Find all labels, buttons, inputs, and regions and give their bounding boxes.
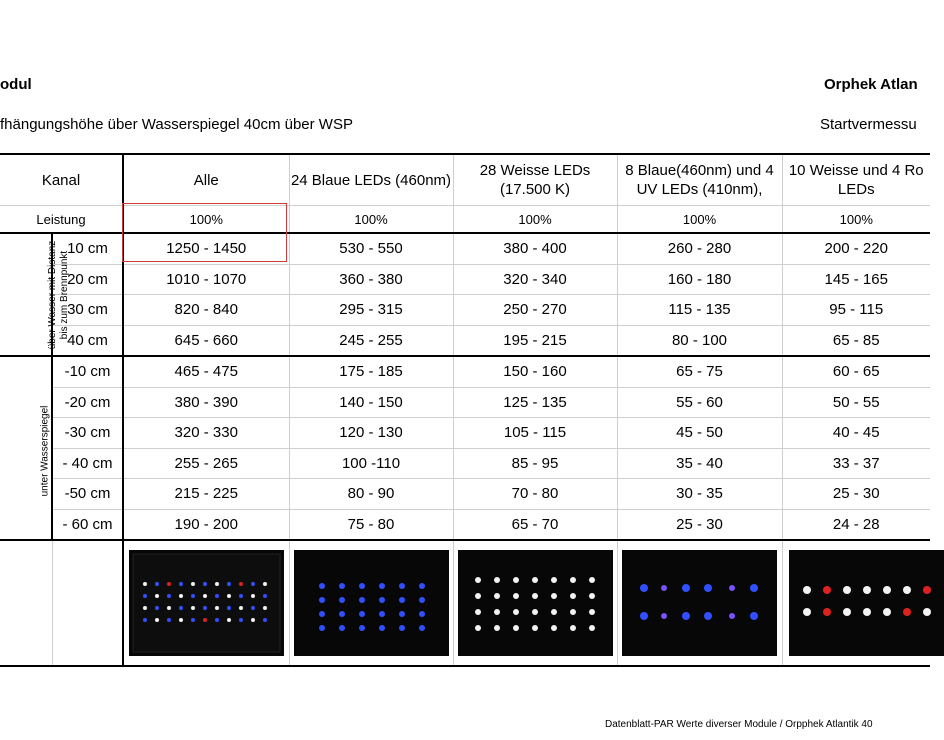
led xyxy=(191,582,195,586)
led xyxy=(419,597,425,603)
par-cell: 50 - 55 xyxy=(782,387,930,418)
led-grid xyxy=(640,584,758,620)
par-cell: 85 - 95 xyxy=(453,448,617,479)
kanal-label: Kanal xyxy=(0,154,123,206)
led xyxy=(640,584,648,592)
led-panel xyxy=(133,554,280,652)
led xyxy=(263,582,267,586)
mounting-height-note: fhängungshöhe über Wasserspiegel 40cm über WSP xyxy=(0,116,353,133)
par-cell: 645 - 660 xyxy=(123,325,289,356)
par-cell: 35 - 40 xyxy=(617,448,782,479)
led xyxy=(419,583,425,589)
par-cell: 200 - 220 xyxy=(782,233,930,264)
led-array-blue xyxy=(294,550,449,656)
par-cell: 195 - 215 xyxy=(453,325,617,356)
led xyxy=(179,582,183,586)
led xyxy=(203,594,207,598)
led xyxy=(661,613,667,619)
led xyxy=(379,611,385,617)
led xyxy=(215,606,219,610)
par-cell: 70 - 80 xyxy=(453,479,617,510)
par-cell: 260 - 280 xyxy=(617,233,782,264)
led xyxy=(379,625,385,631)
led xyxy=(532,593,538,599)
led xyxy=(704,612,712,620)
led xyxy=(359,583,365,589)
led xyxy=(475,593,481,599)
led xyxy=(239,594,243,598)
led xyxy=(167,606,171,610)
distance-cell: -10 cm xyxy=(52,356,123,387)
par-cell: 255 - 265 xyxy=(123,448,289,479)
led xyxy=(494,593,500,599)
led xyxy=(227,606,231,610)
par-cell: 150 - 160 xyxy=(453,356,617,387)
photo-cell xyxy=(617,540,782,666)
led xyxy=(179,618,183,622)
distance-cell: - 60 cm xyxy=(52,509,123,540)
led xyxy=(339,583,345,589)
led xyxy=(570,593,576,599)
led xyxy=(359,611,365,617)
led xyxy=(589,577,595,583)
led xyxy=(191,606,195,610)
led xyxy=(704,584,712,592)
par-cell: 65 - 85 xyxy=(782,325,930,356)
par-cell: 175 - 185 xyxy=(289,356,453,387)
led xyxy=(339,611,345,617)
led xyxy=(167,618,171,622)
led xyxy=(750,584,758,592)
led xyxy=(379,583,385,589)
channel-header-row xyxy=(0,154,930,206)
led xyxy=(589,593,595,599)
led xyxy=(319,597,325,603)
led xyxy=(494,625,500,631)
power-value: 100% xyxy=(453,206,617,234)
distance-cell: -30 cm xyxy=(52,418,123,449)
led xyxy=(379,597,385,603)
led xyxy=(570,609,576,615)
distance-cell: 40 cm xyxy=(52,325,123,356)
led xyxy=(419,611,425,617)
led xyxy=(843,608,851,616)
led xyxy=(883,586,891,594)
par-cell: 105 - 115 xyxy=(453,418,617,449)
led-photo-white-red xyxy=(789,550,944,656)
highlight-box xyxy=(122,203,287,262)
par-cell: 75 - 80 xyxy=(289,509,453,540)
led xyxy=(227,618,231,622)
distance-cell: 30 cm xyxy=(52,295,123,326)
par-cell: 65 - 70 xyxy=(453,509,617,540)
led xyxy=(191,594,195,598)
led xyxy=(203,618,207,622)
par-cell: 320 - 340 xyxy=(453,264,617,295)
par-cell: 245 - 255 xyxy=(289,325,453,356)
photo-cell xyxy=(782,540,930,666)
column-header: 24 Blaue LEDs (460nm) xyxy=(289,154,453,206)
led xyxy=(551,593,557,599)
table-row xyxy=(0,509,930,540)
led xyxy=(513,593,519,599)
led-photo-all xyxy=(129,550,284,656)
led-grid xyxy=(803,586,931,616)
par-cell: 80 - 100 xyxy=(617,325,782,356)
led xyxy=(227,582,231,586)
par-cell: 1250 - 1450 xyxy=(123,233,289,264)
par-cell: 250 - 270 xyxy=(453,295,617,326)
led xyxy=(263,618,267,622)
led xyxy=(339,625,345,631)
led xyxy=(179,606,183,610)
empty-cell xyxy=(52,540,123,666)
led xyxy=(903,608,911,616)
led xyxy=(399,625,405,631)
led xyxy=(155,606,159,610)
par-cell: 33 - 37 xyxy=(782,448,930,479)
led xyxy=(203,606,207,610)
led xyxy=(399,611,405,617)
led xyxy=(215,594,219,598)
distance-cell: 10 cm xyxy=(52,233,123,264)
led xyxy=(843,586,851,594)
led xyxy=(823,586,831,594)
par-cell: 60 - 65 xyxy=(782,356,930,387)
led xyxy=(359,597,365,603)
led xyxy=(551,577,557,583)
led xyxy=(339,597,345,603)
led xyxy=(167,582,171,586)
par-cell: 215 - 225 xyxy=(123,479,289,510)
led xyxy=(803,586,811,594)
par-cell: 380 - 390 xyxy=(123,387,289,418)
led-array-white-red xyxy=(789,550,944,656)
led xyxy=(532,577,538,583)
column-header: 10 Weisse und 4 Ro LEDs xyxy=(782,154,930,206)
measurement-note: Startvermessu xyxy=(820,116,917,133)
par-cell: 125 - 135 xyxy=(453,387,617,418)
led xyxy=(640,612,648,620)
par-cell: 190 - 200 xyxy=(123,509,289,540)
table-row xyxy=(0,295,930,326)
led xyxy=(729,613,735,619)
led xyxy=(883,608,891,616)
par-cell: 100 -110 xyxy=(289,448,453,479)
led xyxy=(251,618,255,622)
par-cell: 65 - 75 xyxy=(617,356,782,387)
par-cell: 24 - 28 xyxy=(782,509,930,540)
led xyxy=(863,586,871,594)
table-row xyxy=(0,448,930,479)
led xyxy=(589,609,595,615)
led xyxy=(319,625,325,631)
par-cell: 320 - 330 xyxy=(123,418,289,449)
led xyxy=(570,625,576,631)
group-above-label: über Wasser mit Distanz bis zum Brennpunkt xyxy=(47,240,70,349)
table-row xyxy=(0,479,930,510)
par-cell: 95 - 115 xyxy=(782,295,930,326)
led xyxy=(513,577,519,583)
led xyxy=(494,609,500,615)
par-cell: 30 - 35 xyxy=(617,479,782,510)
photo-cell xyxy=(123,540,289,666)
led-grid xyxy=(319,583,425,631)
led xyxy=(239,582,243,586)
led xyxy=(923,608,931,616)
led xyxy=(682,612,690,620)
par-cell: 465 - 475 xyxy=(123,356,289,387)
led xyxy=(513,609,519,615)
led-photo-blue-uv xyxy=(622,550,777,656)
par-cell: 55 - 60 xyxy=(617,387,782,418)
led xyxy=(167,594,171,598)
led-array-blue-uv xyxy=(622,550,777,656)
par-cell: 145 - 165 xyxy=(782,264,930,295)
led xyxy=(682,584,690,592)
distance-cell: -20 cm xyxy=(52,387,123,418)
table-row xyxy=(0,387,930,418)
led xyxy=(475,625,481,631)
group-below-water xyxy=(0,356,52,540)
module-title: odul xyxy=(0,76,32,93)
par-cell: 80 - 90 xyxy=(289,479,453,510)
par-cell: 360 - 380 xyxy=(289,264,453,295)
led xyxy=(494,577,500,583)
par-cell: 115 - 135 xyxy=(617,295,782,326)
par-cell: 140 - 150 xyxy=(289,387,453,418)
par-cell: 25 - 30 xyxy=(617,509,782,540)
par-cell: 530 - 550 xyxy=(289,233,453,264)
led xyxy=(661,585,667,591)
led-photo-white xyxy=(458,550,613,656)
par-cell: 160 - 180 xyxy=(617,264,782,295)
led xyxy=(263,606,267,610)
empty-cell xyxy=(0,540,52,666)
led xyxy=(399,583,405,589)
led xyxy=(143,606,147,610)
distance-cell: - 40 cm xyxy=(52,448,123,479)
led xyxy=(155,618,159,622)
led xyxy=(399,597,405,603)
led-array-white xyxy=(458,550,613,656)
led xyxy=(570,577,576,583)
led xyxy=(203,582,207,586)
table-row xyxy=(0,356,930,387)
par-cell: 1010 - 1070 xyxy=(123,264,289,295)
photo-cell xyxy=(289,540,453,666)
photo-row xyxy=(0,540,930,666)
led xyxy=(227,594,231,598)
led xyxy=(532,609,538,615)
table-row xyxy=(0,325,930,356)
led xyxy=(803,608,811,616)
par-cell: 25 - 30 xyxy=(782,479,930,510)
led xyxy=(532,625,538,631)
led xyxy=(823,608,831,616)
led xyxy=(359,625,365,631)
led xyxy=(551,625,557,631)
led xyxy=(191,618,195,622)
group-below-label: unter Wasserspiegel xyxy=(39,405,51,496)
led xyxy=(750,612,758,620)
led xyxy=(419,625,425,631)
led xyxy=(923,586,931,594)
led xyxy=(475,609,481,615)
led xyxy=(863,608,871,616)
led xyxy=(551,609,557,615)
led xyxy=(729,585,735,591)
distance-cell: -50 cm xyxy=(52,479,123,510)
column-header: Alle xyxy=(123,154,289,206)
par-cell: 40 - 45 xyxy=(782,418,930,449)
led xyxy=(251,594,255,598)
table-row xyxy=(0,264,930,295)
leistung-label: Leistung xyxy=(0,206,123,234)
par-cell: 45 - 50 xyxy=(617,418,782,449)
group-above-water xyxy=(0,233,70,356)
power-value: 100% xyxy=(289,206,453,234)
led xyxy=(589,625,595,631)
column-header: 28 Weisse LEDs (17.500 K) xyxy=(453,154,617,206)
led xyxy=(239,618,243,622)
led-array-all xyxy=(129,550,284,656)
led xyxy=(215,582,219,586)
power-value: 100% xyxy=(782,206,930,234)
led xyxy=(143,618,147,622)
led xyxy=(251,582,255,586)
led-grid xyxy=(475,577,595,631)
par-cell: 820 - 840 xyxy=(123,295,289,326)
led xyxy=(513,625,519,631)
led xyxy=(179,594,183,598)
led xyxy=(143,594,147,598)
led xyxy=(903,586,911,594)
distance-cell: 20 cm xyxy=(52,264,123,295)
par-cell: 120 - 130 xyxy=(289,418,453,449)
led-photo-blue xyxy=(294,550,449,656)
led xyxy=(475,577,481,583)
led xyxy=(155,594,159,598)
par-cell: 380 - 400 xyxy=(453,233,617,264)
product-title: Orphek Atlan xyxy=(824,76,918,93)
led xyxy=(319,611,325,617)
led xyxy=(143,582,147,586)
led xyxy=(251,606,255,610)
power-value: 100% xyxy=(617,206,782,234)
led xyxy=(239,606,243,610)
led xyxy=(263,594,267,598)
column-header: 8 Blaue(460nm) und 4 UV LEDs (410nm), xyxy=(617,154,782,206)
power-value: 100% xyxy=(123,206,289,234)
footer-text: Datenblatt-PAR Werte diverser Module / Orpphek Atlantik 40 xyxy=(605,719,873,730)
par-cell: 295 - 315 xyxy=(289,295,453,326)
led xyxy=(155,582,159,586)
led xyxy=(319,583,325,589)
photo-cell xyxy=(453,540,617,666)
led xyxy=(215,618,219,622)
table-row xyxy=(0,418,930,449)
